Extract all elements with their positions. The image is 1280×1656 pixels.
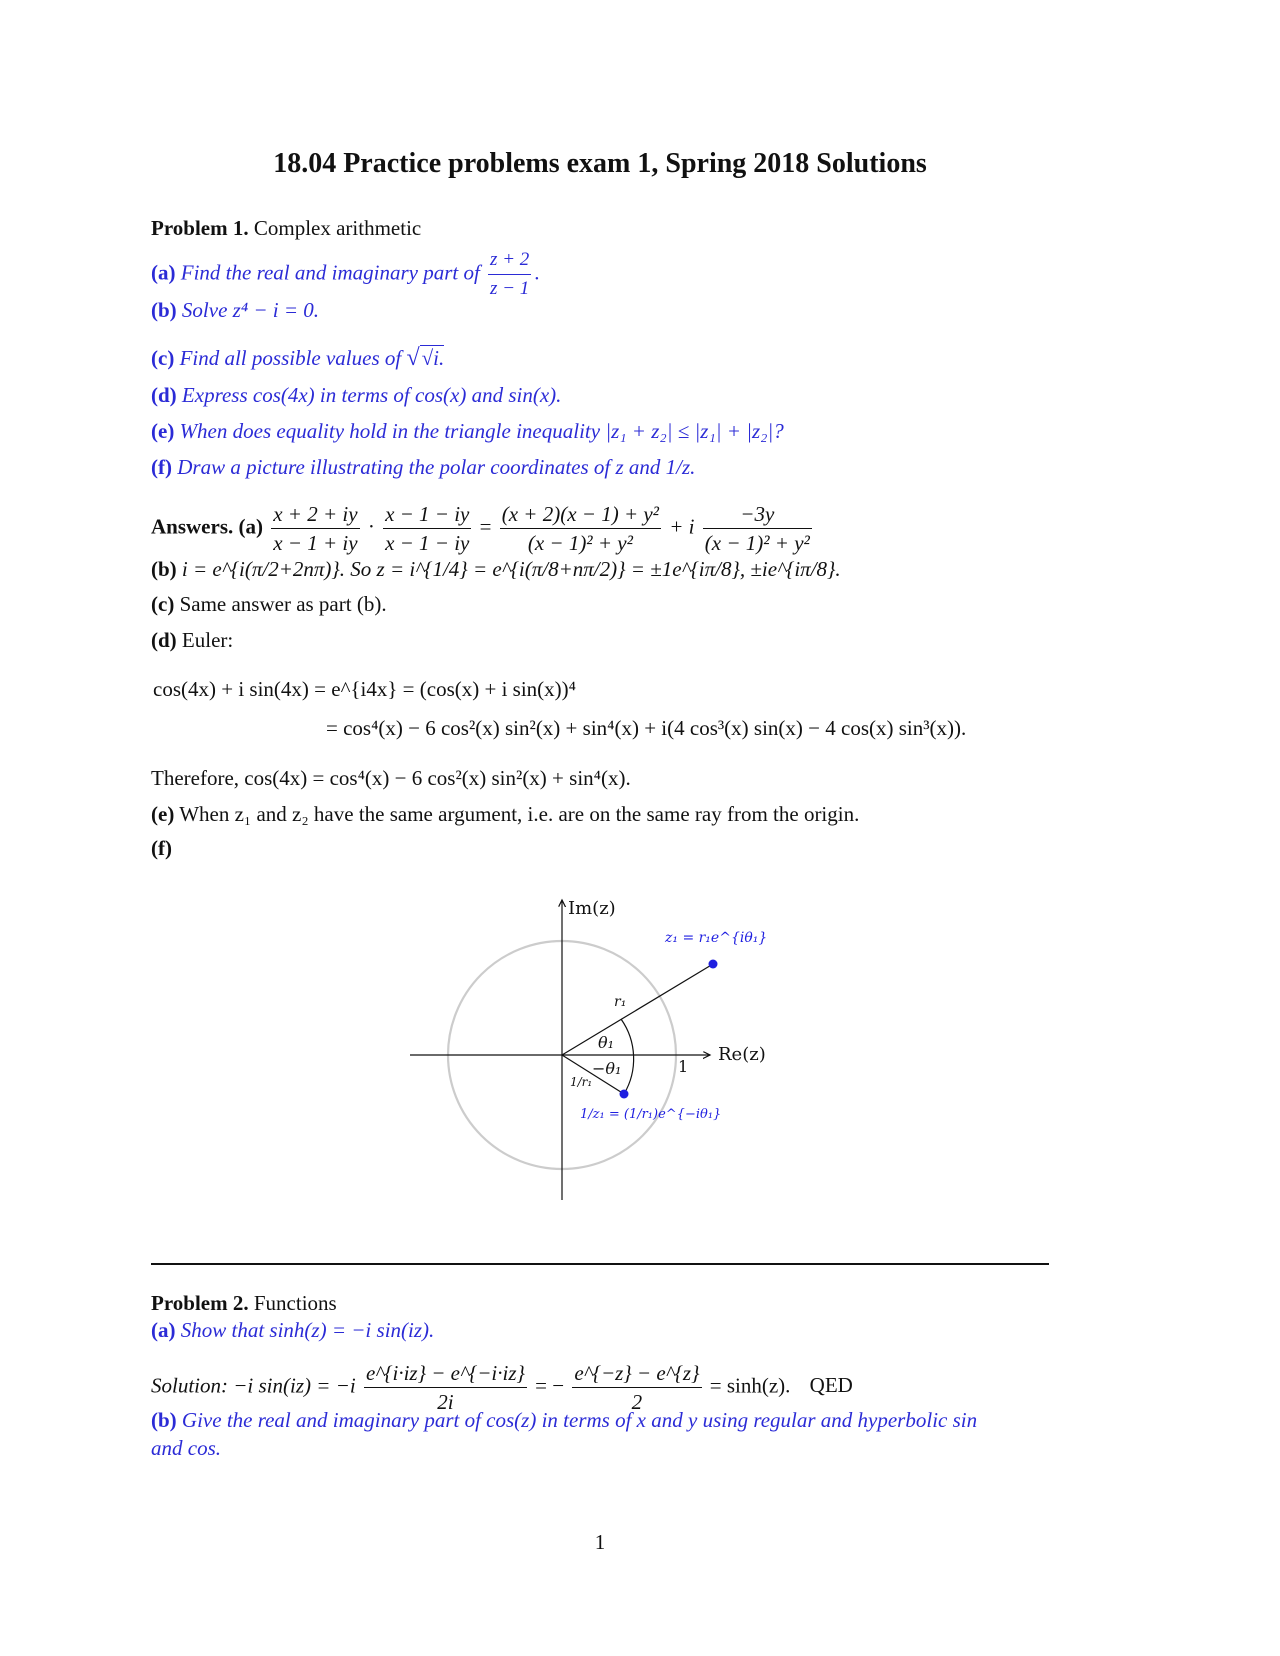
problem1-part-f bbox=[151, 453, 695, 481]
plus-i: + i bbox=[669, 514, 695, 539]
sqrt-sign: √√i. bbox=[406, 345, 445, 371]
part-a-text: Find the real and imaginary part of bbox=[180, 260, 480, 285]
z1-label: z₁ = r₁e^{iθ₁} bbox=[665, 930, 768, 946]
problem1-part-a: (a) Find the real and imaginary part of $\frac{z + 2}{z - 1}$ . bbox=[151, 249, 540, 299]
problem1-heading: Problem 1. bbox=[151, 216, 249, 240]
problem2-part-b-continued: and cos. bbox=[151, 1436, 221, 1460]
fraction-denominator: 2i bbox=[437, 1390, 454, 1414]
answer-b-label: (b) bbox=[151, 557, 177, 581]
real-axis-label: Re(z) bbox=[718, 1044, 766, 1065]
problem1-part-e bbox=[151, 417, 784, 445]
answer-c-label: (c) bbox=[151, 592, 175, 616]
answers-heading: Answers. (a) bbox=[151, 514, 263, 539]
part-a-label: (a) bbox=[151, 260, 176, 285]
part-a-fraction bbox=[488, 248, 531, 301]
inverse-r1-label: 1/r₁ bbox=[570, 1075, 593, 1089]
answer-f-line bbox=[151, 834, 172, 862]
imaginary-axis-label: Im(z) bbox=[568, 898, 616, 919]
fraction-numerator: e^{i·iz} − e^{−i·iz} bbox=[364, 1361, 527, 1388]
problem2-b-text: Give the real and imaginary part of cos(z) in terms of x and y using regular and hyperbolic sin bbox=[181, 1408, 978, 1432]
problem2-a-text: Show that sinh(z) = −i sin(iz). bbox=[180, 1318, 435, 1342]
problem2-heading: Problem 2. bbox=[151, 1291, 249, 1315]
problem1-topic: Complex arithmetic bbox=[253, 216, 422, 240]
part-c-label: (c) bbox=[151, 346, 175, 370]
equals-sign: = bbox=[479, 514, 492, 539]
answer-e-line bbox=[151, 800, 859, 828]
answer-a-fraction-3 bbox=[500, 502, 661, 555]
problem1-part-b bbox=[151, 296, 319, 324]
answer-f-label: (f) bbox=[151, 836, 172, 860]
section-divider bbox=[151, 1263, 1049, 1265]
part-d-label: (d) bbox=[151, 383, 177, 407]
polar-coordinates-figure bbox=[400, 890, 800, 1220]
part-c-text: Find all possible values of bbox=[179, 346, 402, 370]
answer-a-fraction-4 bbox=[703, 502, 812, 555]
problem2-b-label: (b) bbox=[151, 1408, 177, 1432]
fraction-denominator: x − 1 + iy bbox=[273, 531, 358, 555]
problem1-part-d bbox=[151, 381, 561, 409]
fraction-denominator: (x − 1)² + y² bbox=[704, 531, 810, 555]
problem2-a-label: (a) bbox=[151, 1318, 176, 1342]
inverse-z1-label: 1/z₁ = (1/r₁)e^{−iθ₁} bbox=[580, 1107, 722, 1122]
answer-e-label: (e) bbox=[151, 802, 175, 826]
solution-equals-minus: = − bbox=[535, 1373, 565, 1398]
answer-a-fraction-1 bbox=[271, 502, 359, 555]
part-b-label: (b) bbox=[151, 298, 177, 322]
angle-arc bbox=[621, 1019, 634, 1094]
answer-d-label: (d) bbox=[151, 628, 177, 652]
answer-c-line bbox=[151, 590, 387, 618]
z1-ray bbox=[562, 964, 713, 1055]
problem1-part-c bbox=[151, 344, 444, 372]
problem2-topic: Functions bbox=[253, 1291, 337, 1315]
fraction-numerator: e^{−z} − e^{z} bbox=[572, 1361, 701, 1388]
part-e-text: When does equality hold in the triangle inequality |z₁ + z₂| ≤ |z₁| + |z₂|? bbox=[179, 419, 784, 443]
solution-label: Solution: bbox=[151, 1373, 228, 1398]
problem2-heading-line bbox=[151, 1289, 337, 1317]
page-title: 18.04 Practice problems exam 1, Spring 2018 Solutions bbox=[273, 148, 927, 179]
euler-equation-line-2: = cos⁴(x) − 6 cos²(x) sin²(x) + sin⁴(x) + i(4 cos³(x) sin(x) − 4 cos(x) sin³(x)). bbox=[326, 716, 967, 740]
fraction-denominator: 2 bbox=[631, 1390, 643, 1414]
part-e-label: (e) bbox=[151, 419, 175, 443]
nested-sqrt: √i. bbox=[421, 346, 445, 370]
part-f-label: (f) bbox=[151, 455, 172, 479]
fraction-denominator: (x − 1)² + y² bbox=[527, 531, 633, 555]
part-b-text: Solve z⁴ − i = 0. bbox=[181, 298, 320, 322]
qed-mark: QED bbox=[809, 1373, 853, 1398]
fraction-numerator: −3y bbox=[703, 502, 812, 529]
euler-equation-line-1: cos(4x) + i sin(4x) = e^{i4x} = (cos(x) + i sin(x))⁴ bbox=[153, 677, 576, 701]
fraction-denominator: x − 1 − iy bbox=[385, 531, 470, 555]
answer-e-text: When z₁ and z₂ have the same argument, i.e. are on the same ray from the origin. bbox=[179, 802, 860, 826]
answer-d-therefore: Therefore, cos(4x) = cos⁴(x) − 6 cos²(x) sin²(x) + sin⁴(x). bbox=[151, 766, 631, 790]
part-f-text: Draw a picture illustrating the polar coordinates of z and 1/z. bbox=[177, 455, 696, 479]
answer-b-text: i = e^{i(π/2+2nπ)}. So z = i^{1/4} = e^{i(π/8+nπ/2)} = ±1e^{iπ/8}, ±ie^{iπ/8}. bbox=[181, 557, 841, 581]
neg-theta1-label: −θ₁ bbox=[592, 1059, 622, 1078]
fraction-numerator: x − 1 − iy bbox=[383, 502, 471, 529]
answer-a-fraction-2 bbox=[383, 502, 471, 555]
answer-c-text: Same answer as part (b). bbox=[179, 592, 387, 616]
fraction-numerator: z + 2 bbox=[488, 248, 531, 275]
r1-label: r₁ bbox=[614, 994, 627, 1010]
solution-lhs: −i sin(iz) = −i bbox=[233, 1373, 356, 1398]
inverse-z1-point bbox=[620, 1090, 629, 1099]
unit-radius-label: 1 bbox=[678, 1057, 689, 1076]
part-d-text: Express cos(4x) in terms of cos(x) and sin(x). bbox=[181, 383, 562, 407]
answer-d-line bbox=[151, 626, 233, 654]
theta1-label: θ₁ bbox=[598, 1033, 615, 1052]
dot-operator: · bbox=[367, 514, 375, 539]
fraction-numerator: x + 2 + iy bbox=[271, 502, 359, 529]
problem1-heading-line bbox=[151, 214, 421, 242]
problem2-part-b bbox=[151, 1406, 977, 1434]
problem2-part-a bbox=[151, 1316, 434, 1344]
page-number: 1 bbox=[594, 1530, 606, 1554]
answer-b-line bbox=[151, 555, 841, 583]
solution-rhs: = sinh(z). bbox=[709, 1373, 791, 1398]
fraction-denominator: z − 1 bbox=[490, 278, 530, 299]
z1-point bbox=[709, 960, 718, 969]
answer-d-text: Euler: bbox=[181, 628, 234, 652]
fraction-numerator: (x + 2)(x − 1) + y² bbox=[500, 502, 661, 529]
answer-a-line bbox=[151, 502, 815, 555]
